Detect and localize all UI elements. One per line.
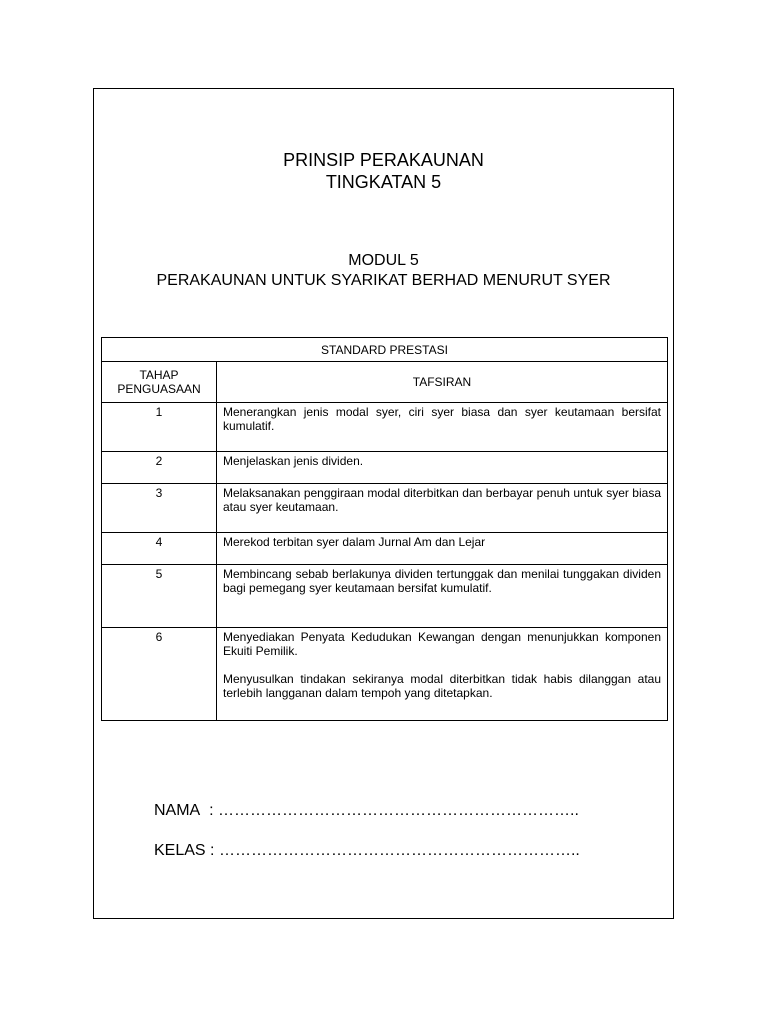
- table-caption-row: [102, 338, 668, 362]
- table-row: [102, 628, 668, 721]
- description-cell: [217, 628, 668, 721]
- cover-title: [94, 149, 673, 193]
- name-separator: :: [200, 802, 219, 819]
- level-cell: 5: [102, 565, 217, 628]
- class-label: KELAS: [154, 842, 206, 859]
- name-field[interactable]: [154, 801, 579, 821]
- table-row: [102, 452, 668, 484]
- class-dotted-line[interactable]: …………………………………………………………..: [218, 842, 580, 859]
- header-level: [102, 362, 217, 403]
- description-text: Menerangkan jenis modal syer, ciri syer biasa dan syer keutamaan bersifat kumulatif.: [223, 405, 661, 433]
- form-level: TINGKATAN 5: [325, 172, 442, 192]
- table-row: [102, 484, 668, 533]
- description-text: Menjelaskan jenis dividen.: [223, 454, 364, 468]
- header-level-line2: PENGUASAAN: [117, 382, 201, 396]
- level-cell: 1: [102, 403, 217, 452]
- table-caption: STANDARD PRESTASI: [102, 338, 668, 362]
- description-text: Menyediakan Penyata Kedudukan Kewangan dengan menunjukkan komponen Ekuiti Pemilik.: [223, 630, 661, 658]
- level-cell: 4: [102, 533, 217, 565]
- module-number: MODUL 5: [348, 252, 419, 269]
- description-text: Melaksanakan penggiraan modal diterbitkan dan berbayar penuh untuk syer biasa atau syer keutamaan.: [223, 486, 661, 514]
- class-separator: :: [205, 842, 219, 859]
- table-row: [102, 565, 668, 628]
- description-cell: [217, 403, 668, 452]
- description-text: Membincang sebab berlakunya dividen tertunggak dan menilai tunggakan dividen bagi pemegang syer keutamaan bersifat kumulatif.: [223, 567, 661, 595]
- table-row: [102, 403, 668, 452]
- name-label: NAMA: [154, 802, 201, 819]
- subject-title: PRINSIP PERAKAUNAN: [283, 150, 484, 170]
- performance-standard-table: [101, 337, 668, 721]
- table-row: [102, 533, 668, 565]
- description-text: Menyusulkan tindakan sekiranya modal diterbitkan tidak habis dilanggan atau terlebih langganan dalam tempoh yang ditetapkan.: [223, 672, 661, 700]
- description-text: Merekod terbitan syer dalam Jurnal Am dan Lejar: [223, 535, 486, 549]
- table-header-row: [102, 362, 668, 403]
- level-cell: 3: [102, 484, 217, 533]
- description-cell: [217, 484, 668, 533]
- header-level-line1: TAHAP: [139, 368, 179, 382]
- header-description: TAFSIRAN: [217, 362, 668, 403]
- page-frame: [93, 88, 674, 919]
- description-cell: [217, 452, 668, 484]
- name-dotted-line[interactable]: …………………………………………………………..: [218, 802, 579, 819]
- description-cell: [217, 565, 668, 628]
- module-title: PERAKAUNAN UNTUK SYARIKAT BERHAD MENURUT SYER: [156, 272, 611, 289]
- level-cell: 6: [102, 628, 217, 721]
- class-field[interactable]: [154, 841, 580, 861]
- description-cell: [217, 533, 668, 565]
- module-heading: [94, 251, 673, 291]
- level-cell: 2: [102, 452, 217, 484]
